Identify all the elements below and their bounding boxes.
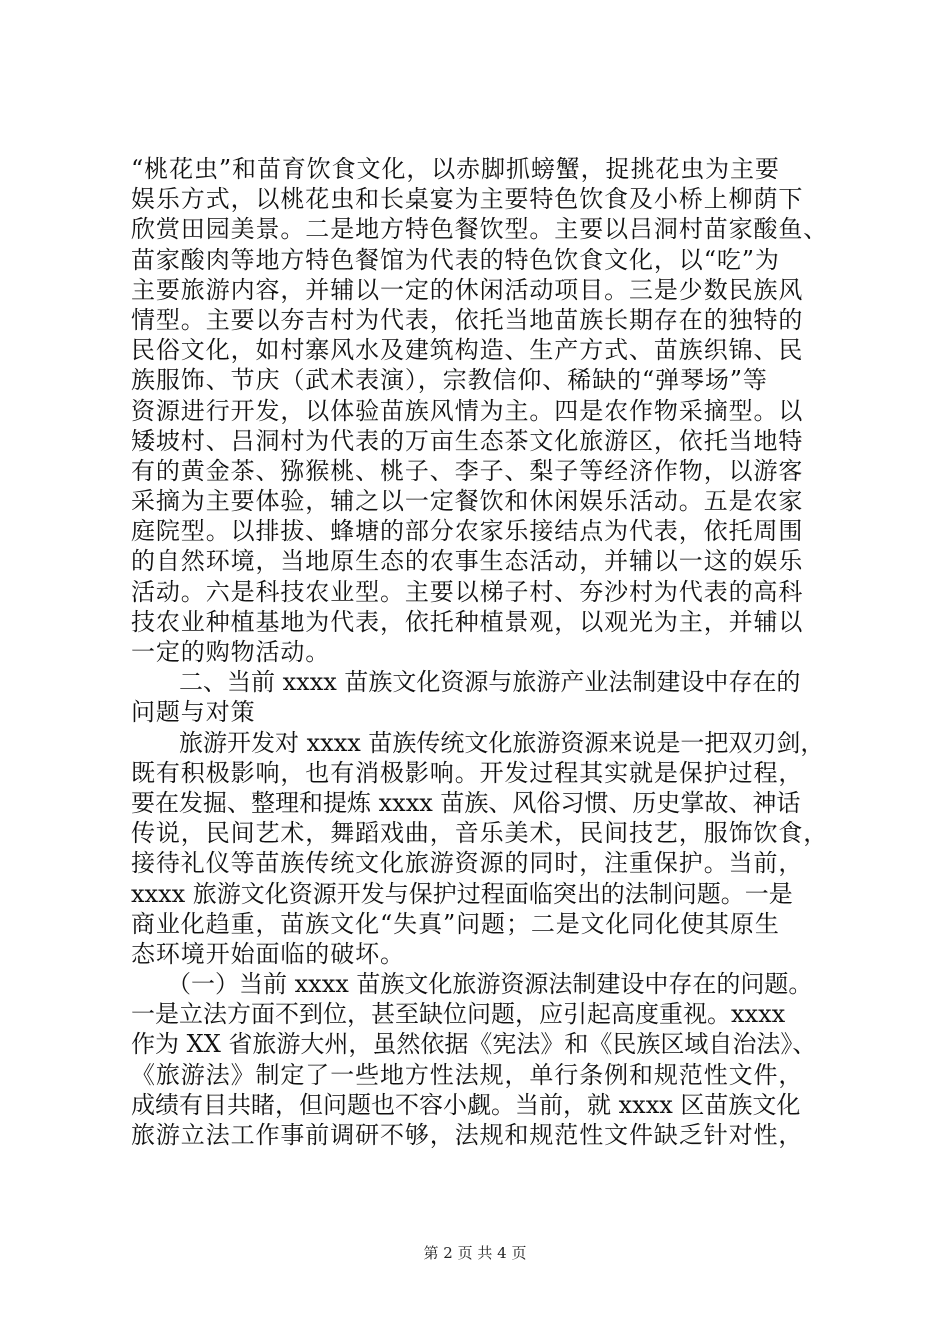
text-line: 作为 XX 省旅游大州，虽然依据《宪法》和《民族区域自治法》、 bbox=[131, 1030, 817, 1059]
text-line: 活动。六是科技农业型。主要以梯子村、夯沙村为代表的高科 bbox=[131, 577, 804, 606]
text-line: 一是立法方面不到位，甚至缺位问题，应引起高度重视。xxxx bbox=[131, 1000, 786, 1029]
text-line: 商业化趋重，苗族文化“失真”问题；二是文化同化使其原生 bbox=[131, 909, 780, 938]
text-line: 矮坡村、吕洞村为代表的万亩生态茶文化旅游区，依托当地特 bbox=[131, 426, 804, 455]
text-line: 要在发掘、整理和提炼 xxxx 苗族、风俗习惯、历史掌故、神话 bbox=[131, 788, 801, 817]
page-footer bbox=[0, 1243, 950, 1263]
text-line: 接待礼仪等苗族传统文化旅游资源的同时，注重保护。当前， bbox=[131, 849, 804, 878]
text-line: 旅游开发对 xxxx 苗族传统文化旅游资源来说是一把双刃剑， bbox=[131, 728, 825, 757]
text-line: （一）当前 xxxx 苗族文化旅游资源法制建设中存在的问题。 bbox=[131, 970, 813, 999]
text-line: “桃花虫”和苗育饮食文化，以赤脚抓螃蟹，捉挑花虫为主要 bbox=[131, 155, 780, 183]
text-line: 有的黄金茶、猕猴桃、桃子、李子、梨子等经济作物，以游客 bbox=[131, 456, 804, 485]
text-line: 《旅游法》制定了一些地方性法规，单行条例和规范性文件， bbox=[131, 1060, 804, 1089]
text-line: 欣赏田园美景。二是地方特色餐饮型。主要以吕洞村苗家酸鱼、 bbox=[131, 215, 829, 244]
body-text bbox=[131, 154, 843, 1150]
text-line: 娱乐方式，以桃花虫和长桌宴为主要特色饮食及小桥上柳荫下 bbox=[131, 185, 804, 214]
text-line: 庭院型。以排拔、蜂塘的部分农家乐接结点为代表，依托周围 bbox=[131, 517, 804, 546]
text-line: 既有积极影响，也有消极影响。开发过程其实就是保护过程， bbox=[131, 758, 804, 787]
text-line: 成绩有目共睹，但问题也不容小觑。当前，就 xxxx 区苗族文化 bbox=[131, 1090, 801, 1119]
text-line: 一定的购物活动。 bbox=[131, 638, 331, 666]
text-line: 资源进行开发，以体验苗族风情为主。四是农作物采摘型。以 bbox=[131, 396, 804, 425]
text-line: 的自然环境，当地原生态的农事生态活动，并辅以一这的娱乐 bbox=[131, 547, 804, 576]
text-line: 苗家酸肉等地方特色餐馆为代表的特色饮食文化，以“吃”为 bbox=[131, 245, 780, 274]
text-line: 族服饰、节庆（武术表演），宗教信仰、稀缺的“弹琴场”等 bbox=[131, 366, 768, 395]
text-line: 技农业种植基地为代表，依托种植景观，以观光为主，并辅以 bbox=[131, 607, 804, 636]
section-heading-line: 二、当前 xxxx 苗族文化资源与旅游产业法制建设中存在的 bbox=[131, 668, 801, 697]
text-line: 旅游立法工作事前调研不够，法规和规范性文件缺乏针对性， bbox=[131, 1121, 804, 1149]
text-line: 传说，民间艺术，舞蹈戏曲，音乐美术，民间技艺，服饰饮食， bbox=[131, 819, 829, 848]
text-line: 情型。主要以夯吉村为代表，依托当地苗族长期存在的独特的 bbox=[131, 305, 804, 334]
text-line: 采摘为主要体验，辅之以一定餐饮和休闲娱乐活动。五是农家 bbox=[131, 487, 804, 516]
text-line: 民俗文化，如村寨风水及建筑构造、生产方式、苗族织锦、民 bbox=[131, 336, 804, 365]
section-heading-line: 问题与对策 bbox=[131, 698, 256, 727]
text-line: 态环境开始面临的破坏。 bbox=[131, 939, 405, 968]
page-number: 第 2 页 共 4 页 bbox=[423, 1244, 527, 1262]
text-line: xxxx 旅游文化资源开发与保护过程面临突出的法制问题。一是 bbox=[131, 879, 793, 908]
text-line: 主要旅游内容，并辅以一定的休闲活动项目。三是少数民族风 bbox=[131, 275, 804, 304]
